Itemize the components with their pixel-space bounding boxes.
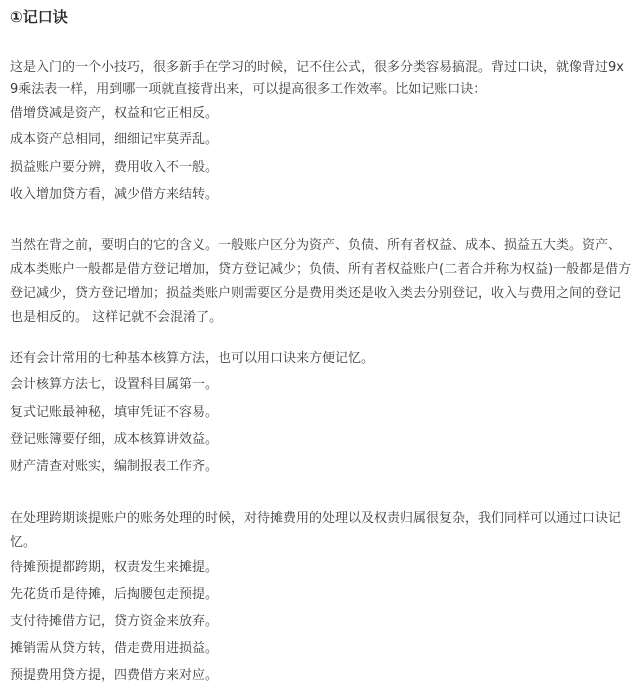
accrual-intro: 在处理跨期谈提账户的账务处理的时候，对待摊费用的处理以及权责归属很复杂，我们同样可以通过口诀记忆。 [10, 511, 622, 550]
mnemonic-line: 复式记账最神秘，填审凭证不容易。 [10, 405, 219, 420]
section-heading: ①记口诀 [10, 8, 68, 26]
explanation-paragraph: 当然在背之前，要明白的它的含义。一般账户区分为资产、负债、所有者权益、成本、损益五大类。资产、成本类账户一般都是借方登记增加，贷方登记减少；负债、所有者权益账户(二者合并称为权益)一般都是借方登记减少，贷方登记增加；损益类账户则需要区分是费用类还是收入类去分别登记，收入与费用之间的登记也是相反的。 这样记就不会混淆了。 [10, 238, 632, 325]
mnemonic-line: 会计核算方法七，设置科目属第一。 [10, 377, 219, 392]
mnemonic-line: 损益账户要分辨，费用收入不一般。 [10, 160, 219, 175]
mnemonic-line: 支付待摊借方记，贷方资金来放弃。 [10, 614, 219, 629]
mnemonic-line: 待摊预提都跨期，权责发生来摊提。 [10, 560, 219, 575]
mnemonic-line: 预提费用贷方提，四费借方来对应。 [10, 668, 219, 683]
mnemonic-line: 登记账簿要仔细，成本核算讲效益。 [10, 432, 219, 447]
mnemonic-line: 摊销需从贷方转，借走费用进损益。 [10, 641, 219, 656]
mnemonic-line: 成本资产总相同，细细记牢莫弄乱。 [10, 132, 219, 147]
mnemonic-line: 借增贷减是资产，权益和它正相反。 [10, 106, 219, 121]
methods-intro: 还有会计常用的七种基本核算方法，也可以用口诀来方便记忆。 [10, 351, 375, 366]
intro-paragraph: 这是入门的一个小技巧，很多新手在学习的时候，记不住公式，很多分类容易搞混。背过口诀，就像背过9x9乘法表一样，用到哪一项就直接背出来，可以提高很多工作效率。比如记账口诀： [10, 60, 624, 97]
mnemonic-line: 收入增加贷方看，减少借方来结转。 [10, 187, 219, 202]
mnemonic-line: 先花货币是待摊，后掏腰包走预提。 [10, 587, 219, 602]
mnemonic-line: 财产清查对账实，编制报表工作齐。 [10, 459, 219, 474]
